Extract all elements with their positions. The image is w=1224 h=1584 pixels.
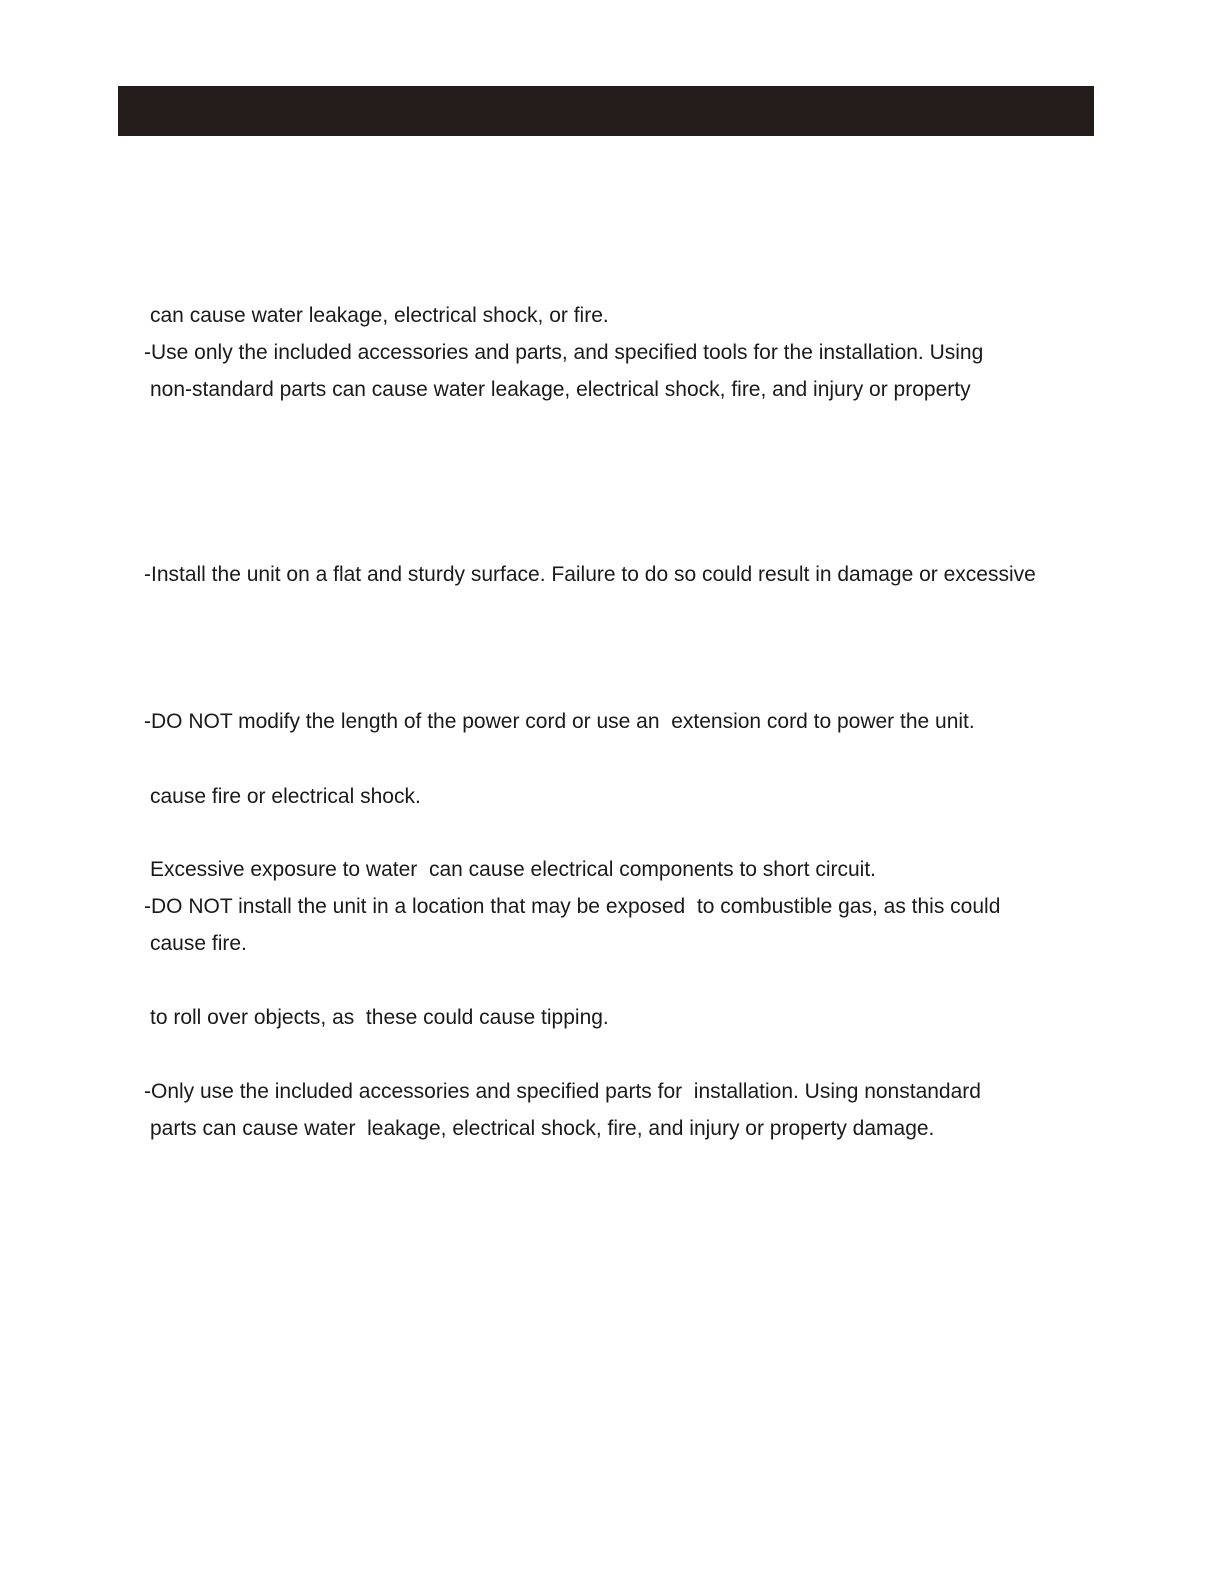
text-line-11: -Only use the included accessories and specified parts for installation. Using nonstandard	[144, 1080, 981, 1103]
text-line-9: cause fire.	[150, 932, 247, 955]
text-line-12: parts can cause water leakage, electrical shock, fire, and injury or property damage.	[150, 1117, 935, 1140]
text-line-3: non-standard parts can cause water leakage, electrical shock, fire, and injury or property	[150, 378, 971, 401]
text-line-8: -DO NOT install the unit in a location that may be exposed to combustible gas, as this could	[144, 895, 1001, 918]
header-bar	[118, 86, 1094, 136]
text-line-2: -Use only the included accessories and parts, and specified tools for the installation. Using	[144, 341, 984, 364]
text-line-4: -Install the unit on a flat and sturdy surface. Failure to do so could result in damage or excessive	[144, 563, 1036, 586]
text-line-10: to roll over objects, as these could cause tipping.	[150, 1006, 609, 1029]
text-line-5: -DO NOT modify the length of the power cord or use an extension cord to power the unit.	[144, 710, 975, 733]
text-line-7: Excessive exposure to water can cause electrical components to short circuit.	[150, 858, 876, 881]
text-line-6: cause fire or electrical shock.	[150, 785, 421, 808]
text-line-1: can cause water leakage, electrical shock, or fire.	[150, 304, 609, 327]
